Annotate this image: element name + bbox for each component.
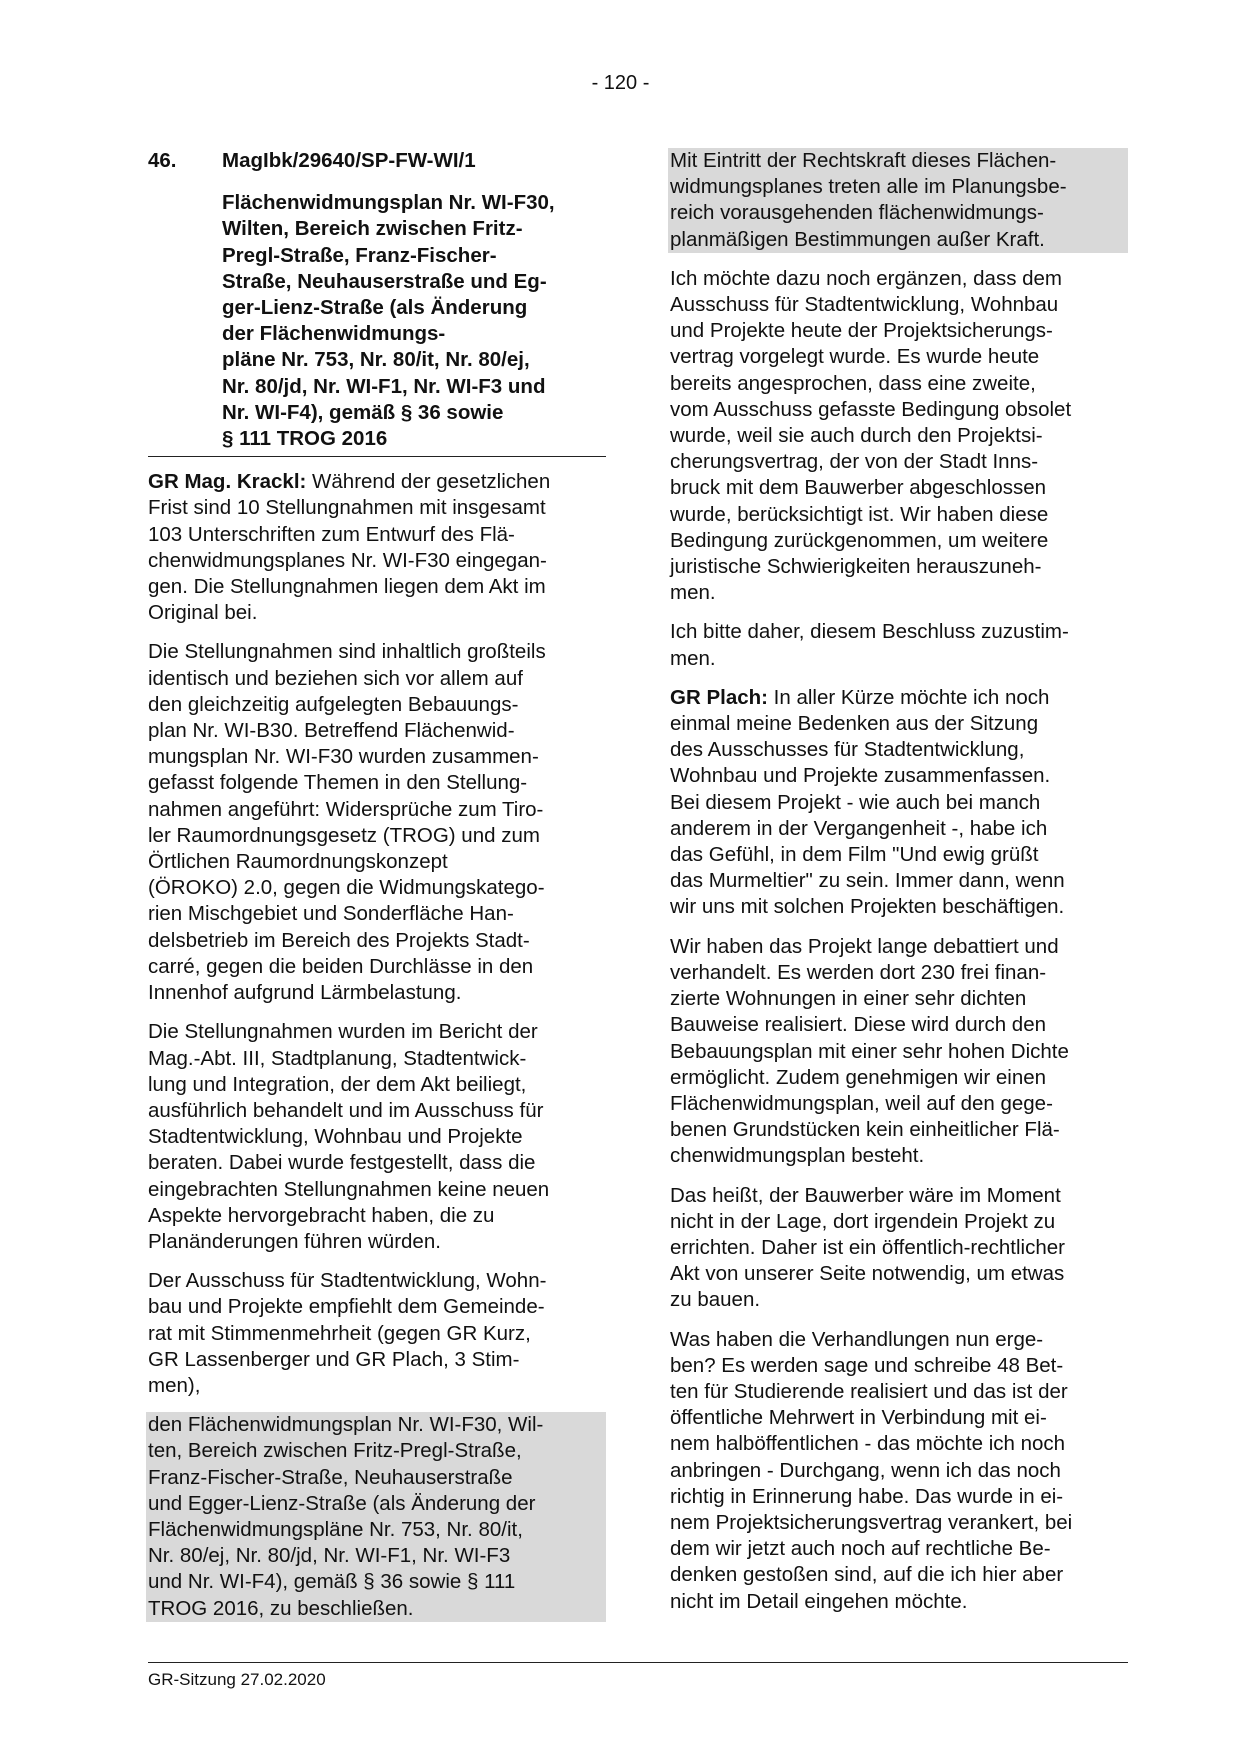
text-line: der Flächenwidmungs- [222, 322, 446, 346]
text-line: wurde, berücksichtigt ist. Wir haben diese [670, 502, 1049, 526]
text-line: planmäßigen Bestimmungen außer Kraft. [670, 227, 1045, 251]
text-line: Aspekte hervorgebracht haben, die zu [148, 1203, 495, 1227]
text-line: pläne Nr. 753, Nr. 80/it, Nr. 80/ej, [222, 348, 530, 372]
text-line: ten für Studierende realisiert und das ist der [670, 1379, 1068, 1403]
text-line: Innenhof aufgrund Lärmbelastung. [148, 981, 462, 1005]
text-line: Ich bitte daher, diesem Beschluss zuzustim- [670, 620, 1069, 644]
agenda-item-heading [148, 148, 606, 452]
text-line: In aller Kürze möchte ich noch [767, 685, 1050, 709]
text-line: verhandelt. Es werden dort 230 frei finan- [670, 960, 1047, 984]
text-line: ger-Lienz-Straße (als Änderung [222, 296, 528, 320]
text-line: ler Raumordnungsgesetz (TROG) und zum [148, 823, 540, 847]
text-line: Straße, Neuhauserstraße und Eg- [222, 269, 547, 293]
text-line: bereits angesprochen, dass eine zweite, [670, 371, 1036, 395]
text-line: und Projekte heute der Projektsicherungs- [670, 319, 1053, 343]
text-line: und Egger-Lienz-Straße (als Änderung der [148, 1491, 536, 1515]
text-line: Planänderungen führen würden. [148, 1229, 441, 1253]
text-line: zu bauen. [670, 1288, 761, 1312]
paragraph-empfehlung [148, 1268, 606, 1399]
text-line: TROG 2016, zu beschließen. [148, 1596, 414, 1620]
text-line: (ÖROKO) 2.0, gegen die Widmungskatego- [148, 876, 545, 900]
text-line: Frist sind 10 Stellungnahmen mit insgesamt [148, 496, 546, 520]
text-line: Bedingung zurückgenommen, um weitere [670, 528, 1049, 552]
text-line: dem wir jetzt auch noch auf rechtliche Be- [670, 1537, 1051, 1561]
text-line: Stadtentwicklung, Wohnbau und Projekte [148, 1125, 523, 1149]
text-line: widmungsplanes treten alle im Planungsbe- [670, 175, 1067, 199]
text-line: gen. Die Stellungnahmen liegen dem Akt im [148, 575, 546, 599]
agenda-item-body [222, 148, 606, 452]
footer-session-date: GR-Sitzung 27.02.2020 [148, 1670, 326, 1689]
paragraph-text [670, 686, 1065, 919]
text-line: Bebauungsplan mit einer sehr hohen Dichte [670, 1039, 1069, 1063]
text-line: Während der gesetzlichen [306, 470, 551, 494]
text-line: reich vorausgehenden flächenwidmungs- [670, 201, 1044, 225]
paragraph-krackl-intro [148, 469, 606, 626]
text-line: Wilten, Bereich zwischen Fritz- [222, 217, 523, 241]
text-line: anderem in der Vergangenheit -, habe ich [670, 816, 1048, 840]
paragraph-bitte [670, 619, 1128, 671]
text-line: Flächenwidmungsplan, weil auf den gege- [670, 1091, 1053, 1115]
text-line: nem halböffentlichen - das möchte ich noch [670, 1432, 1066, 1456]
resolution-continuation-shaded [668, 148, 1128, 253]
text-line: Bei diesem Projekt - wie auch bei manch [670, 790, 1041, 814]
text-line: denken gestoßen sind, auf die ich hier aber [670, 1563, 1064, 1587]
text-line: wir uns mit solchen Projekten beschäftigen. [670, 895, 1065, 919]
text-line: vertrag vorgelegt wurde. Es wurde heute [670, 345, 1040, 369]
text-line: und Nr. WI-F4), gemäß § 36 sowie § 111 [148, 1570, 516, 1594]
speaker-name: GR Plach: [670, 685, 768, 709]
text-line: Was haben die Verhandlungen nun erge- [670, 1327, 1044, 1351]
agenda-item-number: 46. [148, 149, 177, 172]
text-line: Mag.-Abt. III, Stadtplanung, Stadtentwick- [148, 1046, 527, 1070]
paragraph-ergaenzung [670, 266, 1128, 607]
text-line: chenwidmungsplan besteht. [670, 1144, 925, 1168]
text-line: das Gefühl, in dem Film "Und ewig grüßt [670, 843, 1039, 867]
text-line: Der Ausschuss für Stadtentwicklung, Wohn- [148, 1269, 547, 1293]
resolution-text-shaded [146, 1412, 606, 1622]
text-line: chenwidmungsplanes Nr. WI-F30 eingegan- [148, 548, 547, 572]
paragraph-plach-intro [670, 685, 1128, 921]
text-line: Ausschuss für Stadtentwicklung, Wohnbau [670, 293, 1059, 317]
text-line: Nr. 80/jd, Nr. WI-F1, Nr. WI-F3 und [222, 374, 546, 398]
text-line: Das heißt, der Bauwerber wäre im Moment [670, 1183, 1061, 1207]
text-line: des Ausschusses für Stadtentwicklung, [670, 738, 1025, 762]
text-line: lung und Integration, der dem Akt beiliegt, [148, 1072, 527, 1096]
text-line: öffentliche Mehrwert in Verbindung mit ei- [670, 1406, 1047, 1430]
paragraph-bericht [148, 1019, 606, 1255]
text-line: ten, Bereich zwischen Fritz-Pregl-Straße, [148, 1439, 522, 1463]
text-line: Flächenwidmungsplan Nr. WI-F30, [222, 191, 555, 215]
text-line: Nr. WI-F4), gemäß § 36 sowie [222, 400, 504, 424]
paragraph-text [148, 470, 550, 624]
text-line: Pregl-Straße, Franz-Fischer- [222, 243, 497, 267]
text-line: vom Ausschuss gefasste Bedingung obsolet [670, 397, 1072, 421]
text-line: Original bei. [148, 601, 258, 625]
text-line: men. [670, 581, 716, 605]
left-column [148, 148, 606, 1635]
text-line: juristische Schwierigkeiten herauszuneh- [670, 555, 1042, 579]
text-line: bau und Projekte empfiehlt dem Gemeinde- [148, 1295, 545, 1319]
text-line: nem Projektsicherungsvertrag verankert, bei [670, 1510, 1073, 1534]
text-line: gefasst folgende Themen in den Stellung- [148, 771, 528, 795]
page-number: - 120 - [591, 72, 650, 94]
text-line: ben? Es werden sage und schreibe 48 Bet- [670, 1353, 1064, 1377]
text-line: nahmen angeführt: Widersprüche zum Tiro- [148, 797, 544, 821]
speaker-name: GR Mag. Krackl: [148, 470, 307, 494]
text-line: Örtlichen Raumordnungskonzept [148, 850, 448, 874]
text-line: den Flächenwidmungsplan Nr. WI-F30, Wil- [148, 1413, 544, 1437]
paragraph-projekt-debatte [670, 934, 1128, 1170]
text-line: den gleichzeitig aufgelegten Bebauungs- [148, 692, 519, 716]
text-line: mungsplan Nr. WI-F30 wurden zusammen- [148, 745, 539, 769]
heading-divider [148, 456, 606, 457]
agenda-item-reference: MagIbk/29640/SP-FW-WI/1 [222, 149, 476, 172]
text-line: ausführlich behandelt und im Ausschuss für [148, 1098, 544, 1122]
text-line: 103 Unterschriften zum Entwurf des Flä- [148, 522, 515, 546]
text-line: men), [148, 1373, 201, 1397]
text-line: Die Stellungnahmen sind inhaltlich großteils [148, 640, 546, 664]
text-line: men. [670, 646, 716, 670]
text-line: Flächenwidmungspläne Nr. 753, Nr. 80/it, [148, 1517, 523, 1541]
text-line: benen Grundstücken kein einheitlicher Flä- [670, 1118, 1060, 1142]
text-line: Franz-Fischer-Straße, Neuhauserstraße [148, 1465, 513, 1489]
agenda-item-title [222, 190, 606, 452]
text-line: Wohnbau und Projekte zusammenfassen. [670, 764, 1051, 788]
text-line: rat mit Stimmenmehrheit (gegen GR Kurz, [148, 1321, 531, 1345]
text-line: Ich möchte dazu noch ergänzen, dass dem [670, 266, 1063, 290]
text-line: eingebrachten Stellungnahmen keine neuen [148, 1177, 550, 1201]
text-line: carré, gegen die beiden Durchlässe in den [148, 954, 534, 978]
text-line: wurde, weil sie auch durch den Projektsi- [670, 424, 1043, 448]
paragraph-stellungnahmen-content [148, 639, 606, 1006]
text-line: Nr. 80/ej, Nr. 80/jd, Nr. WI-F1, Nr. WI-F3 [148, 1544, 511, 1568]
text-line: delsbetrieb im Bereich des Projekts Stadt- [148, 928, 530, 952]
paragraph-verhandlungen [670, 1327, 1128, 1615]
text-line: § 111 TROG 2016 [222, 427, 388, 451]
text-line: das Murmeltier" zu sein. Immer dann, wenn [670, 869, 1065, 893]
text-line: nicht im Detail eingehen möchte. [670, 1589, 968, 1613]
text-line: Akt von unserer Seite notwendig, um etwas [670, 1262, 1065, 1286]
text-line: Die Stellungnahmen wurden im Bericht der [148, 1020, 538, 1044]
text-line: beraten. Dabei wurde festgestellt, dass die [148, 1151, 536, 1175]
text-line: cherungsvertrag, der von der Stadt Inns- [670, 450, 1039, 474]
text-line: zierte Wohnungen in einer sehr dichten [670, 987, 1027, 1011]
text-line: Mit Eintritt der Rechtskraft dieses Flächen- [670, 149, 1057, 172]
text-line: errichten. Daher ist ein öffentlich-rechtlicher [670, 1235, 1065, 1259]
text-line: anbringen - Durchgang, wenn ich das noch [670, 1458, 1061, 1482]
text-line: Wir haben das Projekt lange debattiert und [670, 934, 1059, 958]
text-line: bruck mit dem Bauwerber abgeschlossen [670, 476, 1047, 500]
text-line: identisch und beziehen sich vor allem auf [148, 666, 523, 690]
text-line: GR Lassenberger und GR Plach, 3 Stim- [148, 1347, 520, 1371]
text-line: richtig in Erinnerung habe. Das wurde in ei- [670, 1484, 1064, 1508]
text-line: plan Nr. WI-B30. Betreffend Flächenwid- [148, 719, 515, 743]
text-line: nicht in der Lage, dort irgendein Projekt zu [670, 1209, 1056, 1233]
text-line: ermöglicht. Zudem genehmigen wir einen [670, 1065, 1047, 1089]
text-line: Bauweise realisiert. Diese wird durch den [670, 1013, 1047, 1037]
footer-divider [148, 1662, 1128, 1663]
text-line: einmal meine Bedenken aus der Sitzung [670, 712, 1039, 736]
text-line: rien Mischgebiet und Sonderfläche Han- [148, 902, 514, 926]
right-column [670, 148, 1128, 1628]
paragraph-bauwerber [670, 1183, 1128, 1314]
